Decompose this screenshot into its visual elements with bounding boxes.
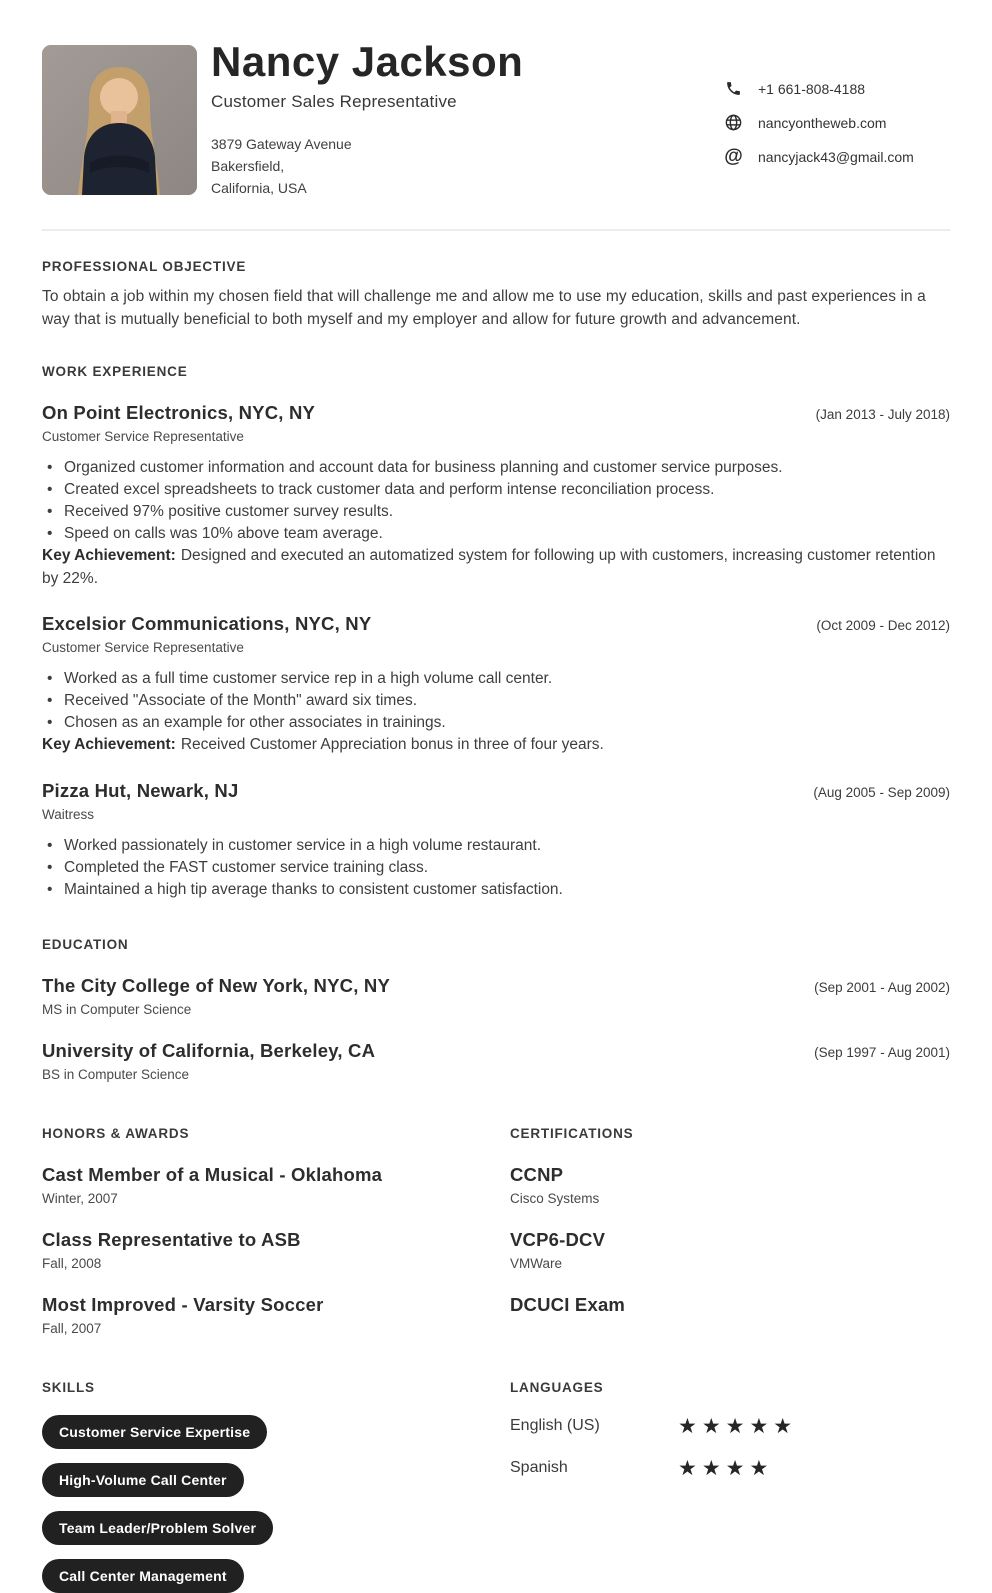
skill-tag: High-Volume Call Center [42,1463,244,1497]
work-bullet-list [42,668,950,734]
education-entry-head [42,975,950,997]
work-bullet: • Worked passionately in customer service in a high volume restaurant. [42,835,950,857]
person-job-title: Customer Sales Representative [211,92,457,112]
identity-block [211,38,724,199]
contact-email-row [724,147,950,166]
certification-title: DCUCI Exam [510,1293,626,1315]
honor-item [42,1164,510,1206]
work-role: Customer Service Representative [42,640,244,656]
section-certifications [510,1126,950,1336]
honor-title: Cast Member of a Musical - Oklahoma [42,1163,383,1185]
section-professional-objective [42,259,950,331]
school-name: University of California, Berkeley, CA [42,1039,376,1061]
language-rating-stars: ★★★★★ [678,1414,798,1438]
work-entry-head [42,613,950,635]
phone-icon [724,79,743,98]
skill-tag: Team Leader/Problem Solver [42,1511,273,1545]
skill-tag: Call Center Management [42,1559,244,1593]
section-education [42,937,950,1082]
honor-item [42,1229,510,1271]
education-dates: (Sep 1997 - Aug 2001) [814,1044,950,1060]
work-dates: (Aug 2005 - Sep 2009) [813,784,950,800]
skill-tag: Customer Service Expertise [42,1415,267,1449]
address-line: California, USA [211,180,307,197]
contact-phone-row [724,79,950,98]
header-divider [42,229,950,231]
skill-tag-list [42,1415,472,1593]
contact-block [724,79,950,199]
resume-header [42,0,950,199]
key-achievement [42,545,950,590]
education-dates: (Sep 2001 - Aug 2002) [814,979,950,995]
work-bullet-list [42,835,950,901]
website-url: nancyontheweb.com [758,114,887,131]
work-entry-head [42,780,950,802]
section-skills [42,1380,510,1593]
skills-languages-row [42,1336,950,1593]
work-bullet: • Received 97% positive customer survey results. [42,501,950,523]
address-line: 3879 Gateway Avenue [211,136,352,153]
certification-item [510,1229,950,1271]
work-bullet: • Worked as a full time customer service rep in a high volume call center. [42,668,950,690]
work-dates: (Oct 2009 - Dec 2012) [816,618,950,634]
language-rating-stars: ★★★★ [678,1456,774,1480]
company-name: On Point Electronics, NYC, NY [42,402,316,424]
work-role: Waitress [42,806,95,822]
email-address: nancyjack43@gmail.com [758,148,914,165]
section-heading-languages: LANGUAGES [510,1379,604,1395]
work-bullet: • Chosen as an example for other associates in trainings. [42,712,950,734]
address-line: Bakersfield, [211,158,285,175]
work-dates: (Jan 2013 - July 2018) [815,407,950,423]
section-honors-awards [42,1126,510,1336]
work-bullet: • Received "Associate of the Month" award six times. [42,690,950,712]
key-achievement [42,734,950,757]
profile-photo [42,45,197,195]
honor-detail: Fall, 2008 [42,1255,102,1271]
key-achievement-label: Key Achievement: [42,547,176,565]
certification-detail: Cisco Systems [510,1190,600,1206]
certification-title: VCP6-DCV [510,1228,606,1250]
work-bullet: • Speed on calls was 10% above team average. [42,523,950,545]
section-work-experience [42,364,950,901]
key-achievement-text: Designed and executed an automatized system for following up with customers, increasing customer retention by 22%. [42,547,936,587]
work-bullet-list [42,457,950,545]
profile-photo-image [42,45,197,195]
honor-title: Most Improved - Varsity Soccer [42,1293,324,1315]
certification-item [510,1294,950,1316]
work-entry [42,780,950,901]
language-name: English (US) [510,1417,600,1435]
address-block [211,133,724,199]
work-bullet: • Maintained a high tip average thanks to consistent customer satisfaction. [42,879,950,901]
at-icon: @ [724,146,743,167]
language-row [510,1416,950,1437]
globe-icon [724,113,743,132]
person-name: Nancy Jackson [211,38,524,85]
certification-detail: VMWare [510,1255,563,1271]
section-languages [510,1380,950,1593]
section-heading-skills: SKILLS [42,1379,95,1395]
section-heading-work: WORK EXPERIENCE [42,364,188,380]
phone-number: +1 661-808-4188 [758,80,866,97]
work-entry [42,402,950,590]
key-achievement-text: Received Customer Appreciation bonus in three of four years. [180,736,604,754]
section-heading-certifications: CERTIFICATIONS [510,1125,634,1141]
honor-detail: Winter, 2007 [42,1190,118,1206]
work-bullet: • Completed the FAST customer service training class. [42,857,950,879]
work-role: Customer Service Representative [42,429,244,445]
honor-detail: Fall, 2007 [42,1320,102,1336]
education-entry [42,975,950,1017]
objective-text: To obtain a job within my chosen field that will challenge me and allow me to use my education, skills and past experiences in a way that is mutually beneficial to both myself and my employer and allow for future growth and advancement. [42,288,926,328]
certification-title: CCNP [510,1163,564,1185]
honor-item [42,1294,510,1336]
language-name: Spanish [510,1459,568,1477]
contact-website-row [724,113,950,132]
work-entry [42,613,950,757]
education-entry [42,1040,950,1082]
school-name: The City College of New York, NYC, NY [42,974,390,996]
company-name: Excelsior Communications, NYC, NY [42,613,372,635]
language-row [510,1458,950,1479]
education-entry-head [42,1040,950,1062]
company-name: Pizza Hut, Newark, NJ [42,779,239,801]
section-heading-objective: PROFESSIONAL OBJECTIVE [42,259,247,275]
section-heading-education: EDUCATION [42,936,129,952]
key-achievement-label: Key Achievement: [42,736,176,754]
work-entry-head [42,402,950,424]
certification-item [510,1164,950,1206]
section-heading-honors: HONORS & AWARDS [42,1125,190,1141]
work-bullet: • Created excel spreadsheets to track customer data and perform intense reconciliation process. [42,479,950,501]
honors-certifications-row [42,1082,950,1336]
honor-title: Class Representative to ASB [42,1228,301,1250]
work-bullet: • Organized customer information and account data for business planning and customer service purposes. [42,457,950,479]
degree: MS in Computer Science [42,1001,192,1017]
degree: BS in Computer Science [42,1066,190,1082]
